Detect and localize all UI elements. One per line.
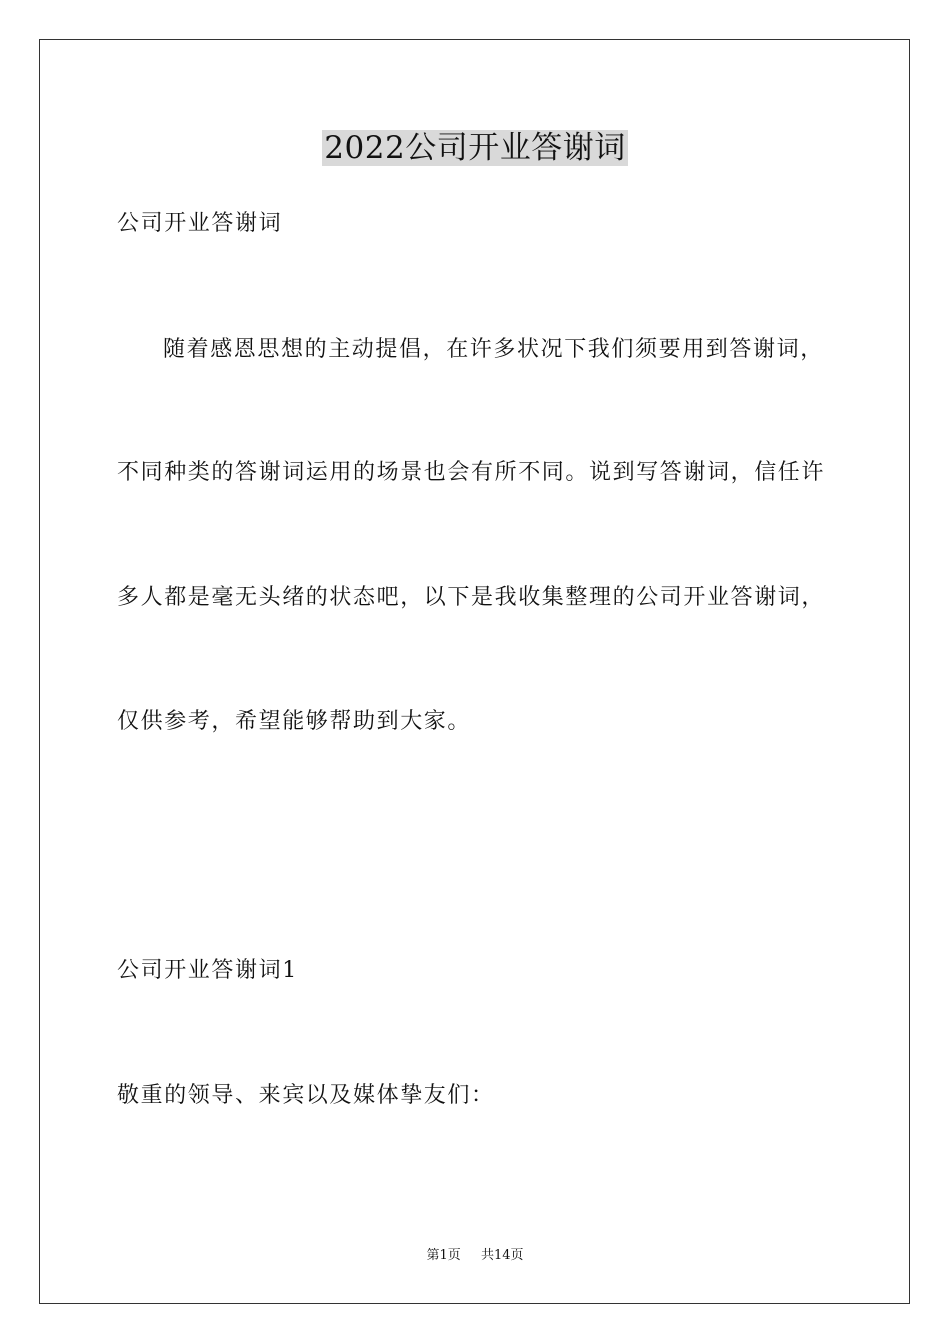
intro-line-2: 不同种类的答谢词运用的场景也会有所不同。说到写答谢词，信任许: [117, 460, 826, 485]
page-number-current: 第1页: [426, 1248, 461, 1263]
salutation: 敬重的领导、来宾以及媒体挚友们：: [117, 1083, 495, 1108]
page-number-total: 共14页: [480, 1248, 524, 1263]
document-title: [0, 126, 950, 170]
section-heading: 公司开业答谢词1: [117, 958, 298, 983]
intro-line-3: 多人都是毫无头绪的状态吧，以下是我收集整理的公司开业答谢词，: [117, 585, 826, 610]
page-footer: [0, 1247, 950, 1265]
intro-line-4: 仅供参考，希望能够帮助到大家。: [117, 709, 472, 734]
document-subtitle: 公司开业答谢词: [117, 211, 283, 236]
document-title-text: 2022公司开业答谢词: [324, 130, 626, 166]
intro-line-1: 随着感恩思想的主动提倡，在许多状况下我们须要用到答谢词，: [163, 337, 824, 362]
